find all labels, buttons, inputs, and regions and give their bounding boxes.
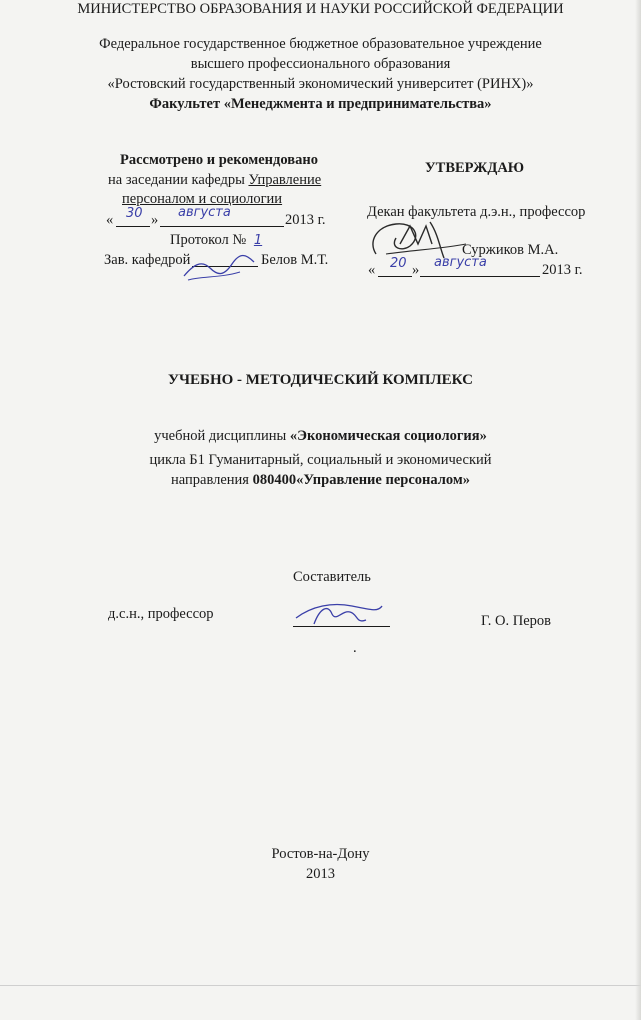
right-date-close-quote: » [412, 262, 420, 278]
department-prefix: на заседании кафедры [108, 172, 249, 188]
discipline-line [0, 428, 641, 444]
left-date-close-quote: » [151, 212, 159, 228]
institution-line-2: высшего профессионального образования [190, 56, 451, 72]
head-signature-icon [180, 246, 260, 286]
direction-name: 080400«Управление персоналом» [252, 472, 470, 488]
scan-shadow [635, 0, 641, 1020]
approve-heading: УТВЕРЖДАЮ [425, 160, 525, 176]
ministry-line: МИНИСТЕРСТВО ОБРАЗОВАНИЯ И НАУКИ РОССИЙСКОЙ ФЕДЕРАЦИИ [77, 1, 564, 17]
left-date-day-line [116, 226, 150, 227]
right-date-day-line [378, 276, 412, 277]
left-date-month: августа [178, 205, 231, 220]
dean-title: Декан факультета д.э.н., профессор [367, 204, 586, 220]
department-line-1 [108, 172, 321, 188]
right-date-year: 2013 г. [542, 262, 583, 278]
faculty-line: Факультет «Менеджмента и предпринимательства» [149, 96, 492, 112]
left-date-open-quote: « [106, 212, 114, 228]
left-date-day: 30 [126, 206, 143, 221]
dean-name: Суржиков М.А. [462, 242, 559, 258]
direction-line [0, 472, 641, 488]
institution-line-3: «Ростовский государственный экономический университет (РИНХ)» [107, 76, 534, 92]
head-label: Зав. кафедрой [104, 252, 191, 268]
author-degree: д.с.н., профессор [108, 606, 214, 622]
discipline-name: «Экономическая социология» [289, 428, 487, 444]
right-date-month-line [420, 276, 540, 277]
head-name: Белов М.Т. [261, 252, 329, 268]
left-date-year: 2013 г. [285, 212, 326, 228]
author-label: Составитель [293, 569, 371, 585]
author-name: Г. О. Перов [481, 613, 551, 629]
discipline-prefix: учебной дисциплины [154, 428, 290, 444]
year-line: 2013 [306, 866, 335, 882]
protocol-number: 1 [253, 233, 263, 248]
page-bottom-edge [0, 985, 641, 986]
right-date-day: 20 [390, 256, 407, 271]
author-dot: . [353, 640, 357, 656]
right-date-month: августа [434, 255, 487, 270]
direction-prefix: направления [171, 472, 253, 488]
author-signature-icon [292, 596, 384, 632]
review-heading: Рассмотрено и рекомендовано [120, 152, 318, 168]
department-name-part2: персоналом и социологии [122, 191, 283, 207]
cycle-line: цикла Б1 Гуманитарный, социальный и экономический [149, 452, 492, 468]
right-date-open-quote: « [368, 262, 376, 278]
department-name-part1: Управление [248, 172, 322, 188]
document-title: УЧЕБНО - МЕТОДИЧЕСКИЙ КОМПЛЕКС [168, 372, 473, 388]
city-line: Ростов-на-Дону [271, 846, 370, 862]
left-date-month-line [160, 226, 284, 227]
institution-line-1: Федеральное государственное бюджетное образовательное учреждение [99, 36, 542, 52]
protocol-label: Протокол № [170, 232, 250, 248]
